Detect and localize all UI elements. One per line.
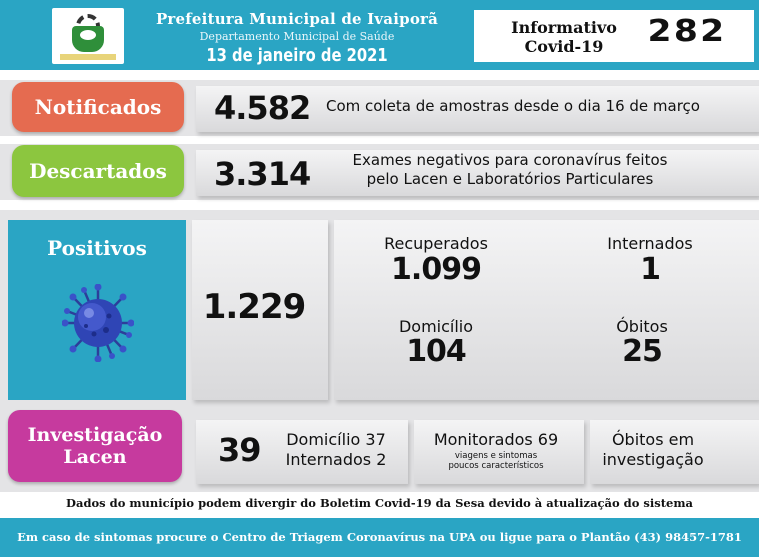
- investigacao-label: [8, 410, 182, 482]
- coronavirus-icon: [62, 284, 134, 362]
- department-subtitle: Departamento Municipal de Saúde: [199, 30, 395, 43]
- investigacao-internados: Internados 2: [285, 450, 387, 469]
- notificados-label: Notificados: [12, 82, 184, 132]
- recuperados-value: 1.099: [391, 252, 481, 287]
- descartados-label: Descartados: [12, 145, 184, 197]
- bulletin-title: [494, 18, 634, 56]
- descartados-description-line2: pelo Lacen e Laboratórios Particulares: [366, 170, 654, 188]
- investigacao-breakdown: [278, 430, 394, 470]
- edition-number: 282: [647, 14, 727, 49]
- monitorados-note-line1: viagens e sintomas: [454, 451, 538, 461]
- investigacao-label-line2: Lacen: [63, 446, 127, 468]
- descartados-description: [330, 151, 690, 189]
- obitos-investigacao-line2: investigação: [602, 450, 704, 469]
- municipality-title: Prefeitura Municipal de Ivaiporã: [155, 10, 439, 28]
- footer-bar: [0, 518, 759, 557]
- logo-banner: [60, 54, 116, 60]
- monitorados-note-line2: poucos característicos: [448, 461, 544, 471]
- domicilio-label: Domicílio: [398, 317, 474, 336]
- dove-icon: [80, 30, 96, 40]
- obitos-label: Óbitos: [616, 317, 668, 336]
- bulletin-date: 13 de janeiro de 2021: [206, 45, 388, 66]
- bulletin-info-box: [474, 10, 754, 62]
- domicilio-value: 104: [406, 334, 466, 369]
- internados-label: Internados: [607, 234, 693, 253]
- obitos-value: 25: [622, 334, 662, 369]
- obitos-investigacao: [590, 430, 716, 470]
- monitorados-value: Monitorados 69: [433, 430, 559, 449]
- recuperados-label: Recuperados: [384, 234, 488, 253]
- bulletin-title-line1: Informativo: [511, 18, 617, 37]
- investigacao-domicilio: Domicílio 37: [286, 430, 386, 449]
- bulletin-title-line2: Covid-19: [524, 37, 604, 56]
- notificados-description: Com coleta de amostras desde o dia 16 de março: [326, 97, 700, 115]
- descartados-value: 3.314: [214, 155, 311, 193]
- notificados-value: 4.582: [214, 89, 311, 127]
- positivos-panel: [8, 220, 186, 400]
- descartados-description-line1: Exames negativos para coronavírus feitos: [352, 151, 668, 169]
- footer-contact-text: Em caso de sintomas procure o Centro de Triagem Coronavírus na UPA ou ligue para o Plantão (43) 98457-1781: [17, 530, 742, 544]
- disclaimer-note: Dados do município podem divergir do Boletim Covid-19 da Sesa devido à atualização do sistema: [66, 496, 693, 510]
- positivos-label: Positivos: [47, 236, 147, 260]
- positivos-value: 1.229: [202, 287, 306, 327]
- header-bar: [0, 0, 759, 70]
- monitorados-note: [414, 451, 578, 471]
- obitos-investigacao-line1: Óbitos em: [611, 430, 695, 449]
- investigacao-value: 39: [218, 431, 261, 469]
- internados-value: 1: [640, 252, 660, 287]
- municipal-coat-of-arms-logo: [52, 8, 124, 64]
- investigacao-label-line1: Investigação: [27, 424, 163, 446]
